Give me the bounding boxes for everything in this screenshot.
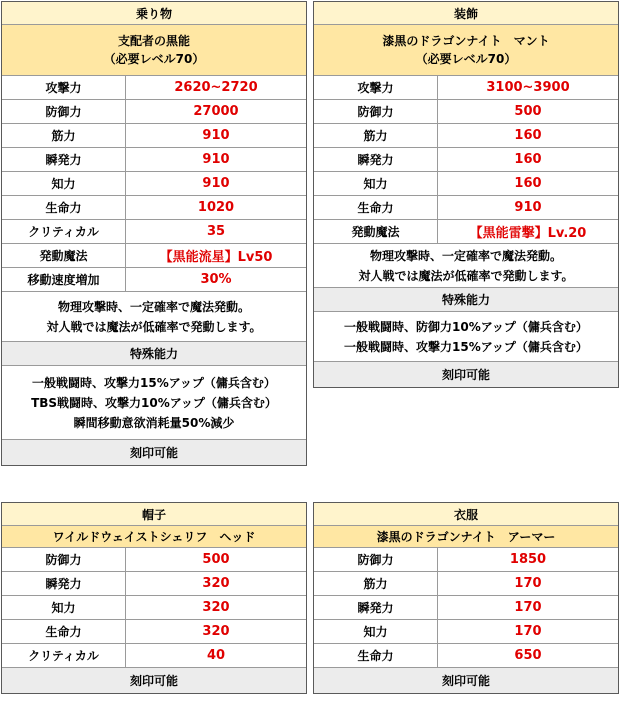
seal-available: 刻印可能 bbox=[314, 361, 618, 387]
stat-value: 1020 bbox=[197, 200, 235, 215]
seal-available: 刻印可能 bbox=[314, 667, 618, 693]
stat-row bbox=[2, 643, 306, 667]
stat-row bbox=[314, 123, 618, 147]
clothes-card bbox=[313, 502, 619, 694]
stat-row bbox=[2, 219, 306, 243]
stat-row bbox=[2, 75, 306, 99]
item-name-line: 支配者の黒能 bbox=[117, 34, 190, 48]
stat-label: 防御力 bbox=[314, 548, 438, 571]
stat-label: 瞬発力 bbox=[314, 148, 438, 171]
stat-label: クリティカル bbox=[2, 644, 126, 667]
stat-value: 320 bbox=[202, 624, 230, 639]
required-level: （必要レベル70） bbox=[103, 52, 205, 66]
stat-value: 3100~3900 bbox=[486, 80, 570, 95]
stat-row bbox=[2, 123, 306, 147]
stat-label: 発動魔法 bbox=[2, 244, 126, 267]
special-ability-header: 特殊能力 bbox=[314, 287, 618, 311]
stat-row bbox=[314, 619, 618, 643]
stat-value: 160 bbox=[514, 152, 542, 167]
ability-line: TBS戦闘時、攻撃力10%アップ（傭兵含む） bbox=[31, 395, 277, 410]
stat-value: 320 bbox=[202, 576, 230, 591]
required-level: （必要レベル70） bbox=[415, 52, 517, 66]
stat-row bbox=[2, 595, 306, 619]
item-name: 漆黒のドラゴンナイト アーマー bbox=[314, 525, 618, 547]
stat-label: 瞬発力 bbox=[314, 596, 438, 619]
stat-label: 発動魔法 bbox=[314, 220, 438, 243]
stat-label: 防御力 bbox=[314, 100, 438, 123]
stat-row bbox=[314, 171, 618, 195]
category-header: 帽子 bbox=[2, 503, 306, 525]
stat-value: 35 bbox=[206, 224, 226, 239]
ability-line: 一般戦闘時、攻撃力15%アップ（傭兵含む） bbox=[344, 339, 588, 354]
magic-note bbox=[314, 243, 618, 287]
stat-label: 攻撃力 bbox=[314, 76, 438, 99]
stat-value: 160 bbox=[514, 128, 542, 143]
stat-row bbox=[314, 547, 618, 571]
stat-value: 170 bbox=[514, 624, 542, 639]
stat-label: 攻撃力 bbox=[2, 76, 126, 99]
stat-label: 生命力 bbox=[2, 620, 126, 643]
stat-label: 筋力 bbox=[2, 124, 126, 147]
stat-label: 知力 bbox=[2, 172, 126, 195]
stat-value: 2620~2720 bbox=[174, 80, 258, 95]
stat-row bbox=[314, 195, 618, 219]
note-line: 物理攻撃時、一定確率で魔法発動。 bbox=[57, 299, 250, 314]
item-name-line: 漆黒のドラゴンナイト マント bbox=[382, 34, 550, 48]
ability-line: 瞬間移動意欲消耗量50%減少 bbox=[73, 415, 235, 430]
ability-line: 一般戦闘時、攻撃力15%アップ（傭兵含む） bbox=[32, 375, 276, 390]
special-ability-list bbox=[314, 311, 618, 361]
stat-value: 170 bbox=[514, 600, 542, 615]
stat-value: 160 bbox=[514, 176, 542, 191]
stat-label: 防御力 bbox=[2, 548, 126, 571]
special-ability-header: 特殊能力 bbox=[2, 341, 306, 365]
item-name: ワイルドウェイストシェリフ ヘッド bbox=[2, 525, 306, 547]
stat-label: 知力 bbox=[314, 172, 438, 195]
stat-value: 27000 bbox=[193, 104, 239, 119]
stat-value: 910 bbox=[202, 128, 230, 143]
stat-label: 移動速度増加 bbox=[2, 268, 126, 291]
stat-row bbox=[2, 243, 306, 267]
stat-row bbox=[2, 571, 306, 595]
magic-note bbox=[2, 291, 306, 341]
item-name bbox=[2, 24, 306, 75]
stat-value: 170 bbox=[514, 576, 542, 591]
stat-value: 【黒能流星】Lv50 bbox=[159, 250, 273, 265]
stat-value: 500 bbox=[514, 104, 542, 119]
stat-row bbox=[2, 547, 306, 571]
stat-row bbox=[314, 595, 618, 619]
stat-value: 650 bbox=[514, 648, 542, 663]
note-line: 物理攻撃時、一定確率で魔法発動。 bbox=[369, 248, 562, 263]
stat-value: 320 bbox=[202, 600, 230, 615]
stat-row bbox=[314, 643, 618, 667]
category-header: 乗り物 bbox=[2, 2, 306, 24]
stat-value: 910 bbox=[202, 176, 230, 191]
stat-row bbox=[314, 99, 618, 123]
stat-row bbox=[2, 171, 306, 195]
stat-label: 知力 bbox=[2, 596, 126, 619]
stat-value: 910 bbox=[514, 200, 542, 215]
stat-value: 1850 bbox=[509, 552, 547, 567]
stat-value: 500 bbox=[202, 552, 230, 567]
stat-row bbox=[2, 99, 306, 123]
stat-label: 瞬発力 bbox=[2, 148, 126, 171]
stat-value: 910 bbox=[202, 152, 230, 167]
stat-label: 知力 bbox=[314, 620, 438, 643]
hat-card bbox=[1, 502, 307, 694]
stat-value: 40 bbox=[206, 648, 226, 663]
stat-row bbox=[2, 195, 306, 219]
special-ability-list bbox=[2, 365, 306, 439]
stat-row bbox=[2, 267, 306, 291]
stat-label: 筋力 bbox=[314, 572, 438, 595]
item-name bbox=[314, 24, 618, 75]
stat-label: クリティカル bbox=[2, 220, 126, 243]
note-line: 対人戦では魔法が低確率で発動します。 bbox=[358, 268, 574, 283]
stat-row bbox=[2, 619, 306, 643]
stat-label: 防御力 bbox=[2, 100, 126, 123]
category-header: 装飾 bbox=[314, 2, 618, 24]
category-header: 衣服 bbox=[314, 503, 618, 525]
stat-row bbox=[314, 571, 618, 595]
stat-row bbox=[314, 147, 618, 171]
mount-card bbox=[1, 1, 307, 466]
stat-row bbox=[314, 75, 618, 99]
stat-label: 筋力 bbox=[314, 124, 438, 147]
note-line: 対人戦では魔法が低確率で発動します。 bbox=[46, 319, 262, 334]
accessory-card bbox=[313, 1, 619, 388]
stat-label: 生命力 bbox=[314, 196, 438, 219]
ability-line: 一般戦闘時、防御力10%アップ（傭兵含む） bbox=[344, 319, 588, 334]
stat-row bbox=[2, 147, 306, 171]
seal-available: 刻印可能 bbox=[2, 439, 306, 465]
stat-row bbox=[314, 219, 618, 243]
stat-label: 生命力 bbox=[2, 196, 126, 219]
stat-label: 瞬発力 bbox=[2, 572, 126, 595]
stat-value: 30% bbox=[200, 272, 232, 287]
stat-value: 【黒能雷撃】Lv.20 bbox=[469, 226, 587, 241]
stat-label: 生命力 bbox=[314, 644, 438, 667]
seal-available: 刻印可能 bbox=[2, 667, 306, 693]
